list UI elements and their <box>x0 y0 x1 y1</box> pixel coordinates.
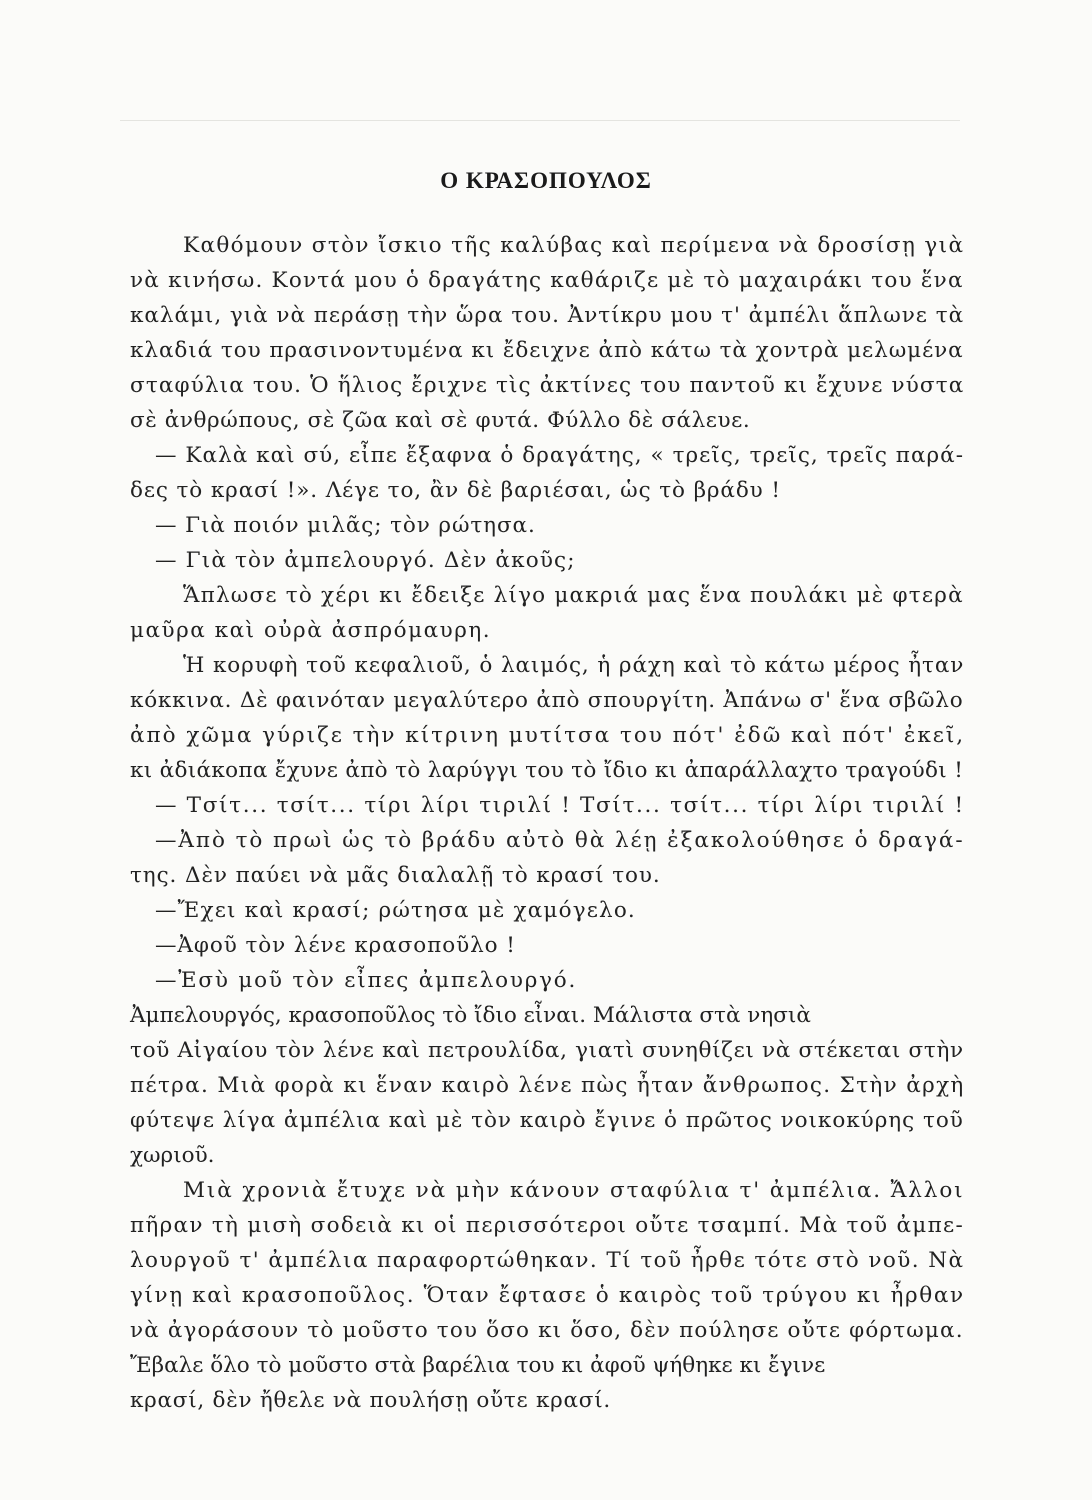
text-line: δες τὸ κρασί !». Λέγε το, ἂν δὲ βαριέσαι, ὡς τὸ βράδυ ! <box>130 478 781 503</box>
text-line: κλαδιά του πρασινοντυμένα κι ἔδειχνε ἀπὸ κάτω τὰ χοντρὰ μελωμένα <box>130 338 964 363</box>
text-line: κρασί, δὲν ἤθελε νὰ πουλήσῃ οὔτε κρασί. <box>130 1388 611 1413</box>
text-line: καλάμι, γιὰ νὰ περάσῃ τὴν ὥρα του. Ἀντίκρυ μου τ' ἀμπέλι ἅπλωνε τὰ <box>130 303 965 328</box>
text-line: πέτρα. Μιὰ φορὰ κι ἕναν καιρὸ λένε πὼς ἦταν ἄνθρωπος. Στὴν ἀρχὴ <box>130 1073 965 1098</box>
text-line: γίνῃ καὶ κρασοποῦλος. Ὅταν ἔφτασε ὁ καιρὸς τοῦ τρύγου κι ἦρθαν <box>130 1283 965 1308</box>
text-line: ἀπὸ χῶμα γύριζε τὴν κίτρινη μυτίτσα του πότ' ἐδῶ καὶ πότ' ἐκεῖ, <box>130 723 966 748</box>
text-line: χωριοῦ. <box>130 1143 215 1168</box>
text-line: πῆραν τὴ μισὴ σοδειὰ κι οἱ περισσότεροι οὔτε τσαμπί. Μὰ τοῦ ἀμπε- <box>130 1213 965 1238</box>
text-line: Καθόμουν στὸν ἴσκιο τῆς καλύβας καὶ περίμενα νὰ δροσίσῃ γιὰ <box>183 233 965 258</box>
text-line: — Τσίτ... τσίτ... τίρι λίρι τιριλί ! Τσίτ... τσίτ... τίρι λίρι τιριλί ! <box>155 793 965 818</box>
text-line: νὰ ἀγοράσουν τὸ μοῦστο του ὅσο κι ὅσο, δὲν πούλησε οὔτε φόρτωμα. <box>130 1318 964 1343</box>
text-line: σταφύλια του. Ὁ ἥλιος ἔριχνε τὶς ἀκτίνες του παντοῦ κι ἔχυνε νύστα <box>130 373 965 398</box>
text-line: Ἀμπελουργός, κρασοποῦλος τὸ ἴδιο εἶναι. Μάλιστα στὰ νησιὰ <box>130 1003 811 1028</box>
text-line: φύτεψε λίγα ἀμπέλια καὶ μὲ τὸν καιρὸ ἔγινε ὁ πρῶτος νοικοκύρης τοῦ <box>130 1108 964 1133</box>
text-line: νὰ κινήσω. Κοντά μου ὁ δραγάτης καθάριζε μὲ τὸ μαχαιράκι του ἕνα <box>130 268 964 293</box>
text-line: μαῦρα καὶ οὐρὰ ἀσπρόμαυρη. <box>130 618 492 643</box>
text-line: Ἔβαλε ὅλο τὸ μοῦστο στὰ βαρέλια του κι ἀφοῦ ψήθηκε κι ἔγινε <box>130 1353 826 1378</box>
text-line: —Ἔχει καὶ κρασί; ρώτησα μὲ χαμόγελο. <box>155 898 636 923</box>
page-title: Ο ΚΡΑΣΟΠΟΥΛΟΣ <box>440 168 652 193</box>
text-line: σὲ ἀνθρώπους, σὲ ζῶα καὶ σὲ φυτά. Φύλλο δὲ σάλευε. <box>130 408 751 433</box>
text-line: λουργοῦ τ' ἀμπέλια παραφορτώθηκαν. Τί τοῦ ἦρθε τότε στὸ νοῦ. Νὰ <box>130 1248 965 1273</box>
text-line: κι ἀδιάκοπα ἔχυνε ἀπὸ τὸ λαρύγγι του τὸ ἴδιο κι ἀπαράλλαχτο τραγούδι ! <box>130 758 964 783</box>
text-line: — Γιὰ ποιόν μιλᾶς; τὸν ρώτησα. <box>155 513 536 538</box>
text-line: Ἡ κορυφὴ τοῦ κεφαλιοῦ, ὁ λαιμός, ἡ ράχη καὶ τὸ κάτω μέρος ἦταν <box>183 653 965 678</box>
text-line: —Ἐσὺ μοῦ τὸν εἶπες ἀμπελουργό. <box>155 968 578 993</box>
text-line: — Καλὰ καὶ σύ, εἶπε ἔξαφνα ὁ δραγάτης, « τρεῖς, τρεῖς, τρεῖς παρά- <box>155 443 965 468</box>
text-line: Μιὰ χρονιὰ ἔτυχε νὰ μὴν κάνουν σταφύλια τ' ἀμπέλια. Ἄλλοι <box>183 1178 965 1203</box>
text-line: —Ἀφοῦ τὸν λένε κρασοποῦλο ! <box>155 933 516 958</box>
text-line: Ἅπλωσε τὸ χέρι κι ἔδειξε λίγο μακριά μας ἕνα πουλάκι μὲ φτερὰ <box>183 583 964 608</box>
text-line: τοῦ Αἰγαίου τὸν λένε καὶ πετρουλίδα, γιατὶ συνηθίζει νὰ στέκεται στὴν <box>130 1038 964 1063</box>
text-line: κόκκινα. Δὲ φαινόταν μεγαλύτερο ἀπὸ σπουργίτη. Ἀπάνω σ' ἕνα σβῶλο <box>130 688 964 713</box>
text-line: της. Δὲν παύει νὰ μᾶς διαλαλῇ τὸ κρασί του. <box>130 863 661 888</box>
header-rule <box>120 120 960 121</box>
text-line: —Ἀπὸ τὸ πρωὶ ὡς τὸ βράδυ αὐτὸ θὰ λέῃ ἐξακολούθησε ὁ δραγά- <box>155 828 965 853</box>
text-line: — Γιὰ τὸν ἀμπελουργό. Δὲν ἀκοῦς; <box>155 548 576 573</box>
